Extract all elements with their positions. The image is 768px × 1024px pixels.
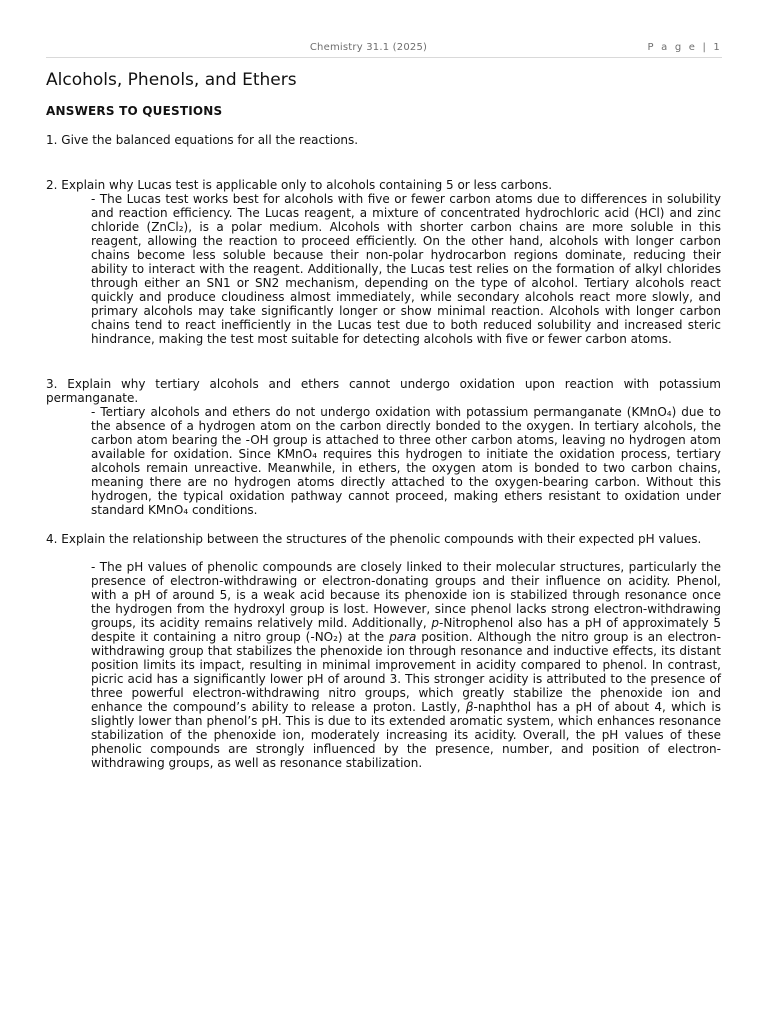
question-2: 2. Explain why Lucas test is applicable only to alcohols containing 5 or less carbons. <box>46 178 553 192</box>
answer-4-text-3: position. Although the nitro group is an electron-withdrawing group that stabilizes the phenoxide ion through resonance and inductive effects, its distant position limits its impact, resulting in minimal improvement in acidity compared to phenol. In contrast, picric acid has a significantly lower pH of around 3. This stronger acidity is attributed to the presence of three powerful electron-withdrawing nitro groups, which greatly stabilize the phenoxide ion and enhance the compound’s ability to release a proton. Lastly, <box>91 630 721 714</box>
answer-4-text-2: -Nitrophenol also has a pH of approximately 5 despite it containing a nitro group (-NO₂) at the <box>91 616 721 644</box>
answer-2: - The Lucas test works best for alcohols with five or fewer carbon atoms due to differences in solubility and reaction efficiency. The Lucas reagent, a mixture of concentrated hydrochloric acid (HCl) and zinc chloride (ZnCl₂), is a polar medium. Alcohols with shorter carbon chains are more soluble in this reagent, allowing the reaction to proceed efficiently. On the other hand, alcohols with longer carbon chains become less soluble because their non-polar hydrocarbon regions dominate, reducing their ability to interact with the reagent. Additionally, the Lucas test relies on the formation of alkyl chlorides through either an SN1 or SN2 mechanism, depending on the type of alcohol. Tertiary alcohols react quickly and produce cloudiness almost immediately, while secondary alcohols react more slowly, and primary alcohols may take significantly longer or show minimal reaction. Alcohols with longer carbon chains tend to react inefficiently in the Lucas test due to both reduced solubility and increased steric hindrance, making the test most suitable for detecting alcohols with five or fewer carbon atoms. <box>91 192 721 346</box>
answer-2-block <box>46 192 721 346</box>
header-page-number: P a g e | 1 <box>647 42 722 53</box>
question-4: 4. Explain the relationship between the structures of the phenolic compounds with their expected pH values. <box>46 532 702 546</box>
section-heading: ANSWERS TO QUESTIONS <box>46 104 223 118</box>
answer-4-block <box>46 560 721 770</box>
page-header <box>46 42 722 58</box>
answer-4-italic-beta: β <box>465 700 474 714</box>
header-course: Chemistry 31.1 (2025) <box>309 42 428 53</box>
answer-4-text-4: -naphthol has a pH of about 4, which is slightly lower than phenol’s pH. This is due to its extended aromatic system, which enhances resonance stabilization of the phenoxide ion, moderately increasing its acidity. Overall, the pH values of these phenolic compounds are strongly influenced by the presence, number, and position of electron-withdrawing groups, as well as resonance stabilization. <box>91 700 721 770</box>
answer-4-italic-p: p <box>431 616 439 630</box>
answer-4 <box>91 560 721 770</box>
page-title: Alcohols, Phenols, and Ethers <box>46 70 297 90</box>
question-1: 1. Give the balanced equations for all the reactions. <box>46 133 359 147</box>
answer-3: - Tertiary alcohols and ethers do not undergo oxidation with potassium permanganate (KMnO₄) due to the absence of a hydrogen atom on the carbon directly bonded to the oxygen. In tertiary alcohols, the carbon atom bearing the -OH group is attached to three other carbon atoms, leaving no hydrogen atom available for oxidation. Since KMnO₄ requires this hydrogen to initiate the oxidation process, tertiary alcohols remain unreactive. Meanwhile, in ethers, the oxygen atom is bonded to two carbon chains, meaning there are no hydrogen atoms directly attached to the oxygen-bearing carbon. Without this hydrogen, the typical oxidation pathway cannot proceed, making ethers resistant to oxidation under standard KMnO₄ conditions. <box>91 405 721 517</box>
answer-3-block <box>46 405 721 517</box>
answer-4-italic-para: para <box>389 630 417 644</box>
question-3: 3. Explain why tertiary alcohols and ethers cannot undergo oxidation upon reaction with potassium permanganate. <box>46 377 721 405</box>
answer-4-text-1: - The pH values of phenolic compounds are closely linked to their molecular structures, particularly the presence of electron-withdrawing or electron-donating groups and their influence on acidity. Phenol, with a pH of around 5, is a weak acid because its phenoxide ion is stabilized through resonance once the hydrogen from the hydroxyl group is lost. However, since phenol lacks strong electron-withdrawing groups, its acidity remains relatively mild. Additionally, <box>91 560 721 630</box>
